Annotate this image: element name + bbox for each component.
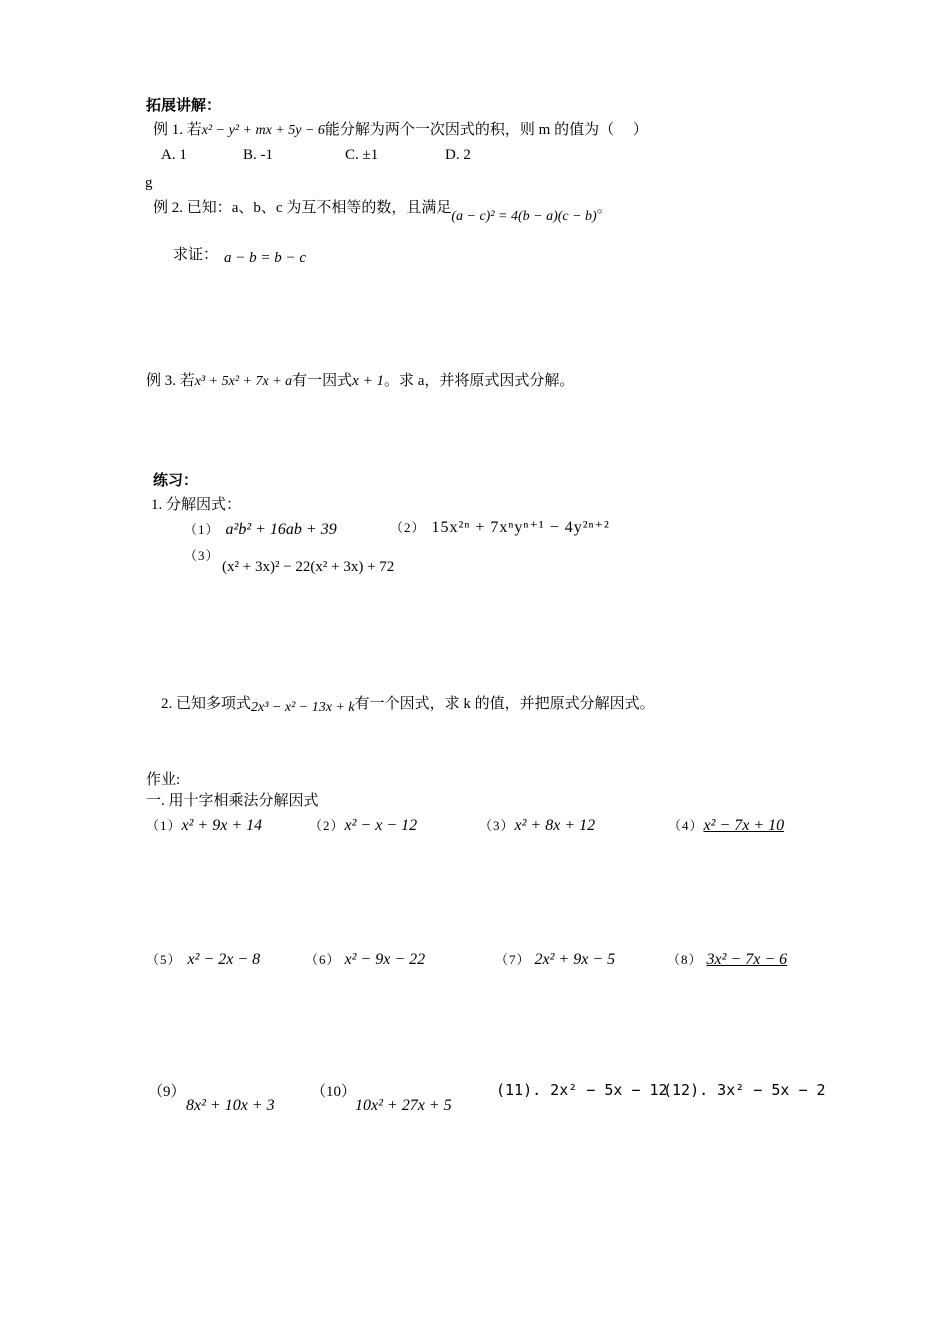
practice-q1-item-3-expression: (x² + 3x)² − 22(x² + 3x) + 72: [222, 559, 395, 575]
item-label: （7）: [495, 952, 531, 967]
practice-q2-prefix: 2. 已知多项式: [161, 696, 252, 712]
prove-expression: a − b = b − c: [224, 250, 307, 266]
homework-item-4: [668, 816, 784, 836]
homework-item-11: [496, 1080, 668, 1100]
item-label: (12): [663, 1081, 700, 1099]
example-1-option-d: D. 2: [445, 147, 471, 163]
item-label: (11): [496, 1081, 533, 1099]
practice-q1-title: 1. 分解因式：: [151, 497, 242, 513]
item-label: （6）: [305, 952, 341, 967]
homework-item-3: [479, 816, 595, 836]
example-3-factor: x + 1: [352, 373, 384, 389]
homework-item-12: [663, 1080, 826, 1100]
section-heading-practice: 练习：: [153, 473, 199, 489]
practice-q2: [161, 694, 655, 715]
item-expression: x² + 8x + 12: [514, 817, 596, 834]
example-2: [153, 198, 612, 224]
homework-item-10-expression: 10x² + 27x + 5: [355, 1097, 452, 1114]
item-expression: . 2x² − 5x − 12: [532, 1081, 668, 1099]
item-label: （8）: [667, 952, 703, 967]
homework-item-6: [305, 950, 425, 970]
example-1: [153, 120, 648, 141]
stray-character: g: [145, 175, 153, 191]
item-expression: x² − 2x − 8: [187, 951, 261, 968]
example-1-expression: x² − y² + mx + 5y − 6: [201, 123, 325, 138]
item-expression: x² − 7x + 10: [703, 817, 785, 834]
homework-item-9-label: （9）: [148, 1084, 186, 1100]
practice-q1-item-3: [184, 546, 220, 566]
item-expression: x² − 9x − 22: [344, 951, 426, 968]
section-heading-extension: 拓展讲解：: [146, 98, 222, 114]
section-heading-homework: 作业:: [146, 772, 181, 788]
example-1-suffix: 能分解为两个一次因式的积，则 m 的值为（ ）: [324, 122, 648, 138]
example-1-option-c: C. ±1: [345, 147, 379, 163]
example-2-prove: [173, 245, 306, 265]
item-expression: a²b² + 16ab + 39: [225, 521, 337, 538]
item-expression: x² − x − 12: [344, 817, 418, 834]
example-3-suffix: 。求 a，并将原式因式分解。: [383, 373, 575, 389]
homework-item-1: [146, 816, 262, 836]
practice-q2-suffix: 有一个因式，求 k 的值，并把原式分解因式。: [354, 696, 655, 712]
item-label: （5）: [146, 952, 182, 967]
practice-q1-item-1: [184, 520, 337, 540]
item-label: （3）: [184, 548, 220, 563]
example-2-prefix: 例 2. 已知：a、b、c 为互不相等的数，且满足: [153, 200, 452, 216]
homework-item-9-expression: 8x² + 10x + 3: [186, 1097, 275, 1114]
item-label: （2）: [309, 818, 345, 833]
example-3: [146, 371, 574, 392]
example-2-suffix: 。: [596, 200, 612, 216]
homework-item-8: [667, 950, 787, 970]
practice-q2-expression: 2x³ − x² − 13x + k: [251, 700, 355, 715]
practice-q1-item-2: [390, 518, 610, 538]
example-1-prefix: 例 1. 若: [153, 122, 202, 138]
item-label: （4）: [668, 818, 704, 833]
prove-label: 求证：: [173, 247, 219, 263]
homework-item-5: [146, 950, 260, 970]
item-expression: . 3x² − 5x − 2: [699, 1081, 826, 1099]
item-expression: 2x² + 9x − 5: [534, 951, 616, 968]
item-expression: x² + 9x + 14: [181, 817, 263, 834]
homework-item-7: [495, 950, 615, 970]
item-expression: 15x²ⁿ + 7xⁿyⁿ⁺¹ − 4y²ⁿ⁺²: [431, 519, 610, 536]
example-1-option-b: B. -1: [243, 147, 273, 163]
item-label: （1）: [146, 818, 182, 833]
homework-section-title: 一. 用十字相乘法分解因式: [146, 793, 319, 809]
example-1-option-a: A. 1: [161, 147, 187, 163]
homework-item-2: [309, 816, 417, 836]
example-2-expression: (a − c)² = 4(b − a)(c − b): [451, 209, 597, 224]
item-label: （2）: [390, 520, 426, 535]
homework-item-10-label: （10）: [311, 1084, 357, 1100]
item-expression: 3x² − 7x − 6: [706, 951, 788, 968]
item-label: （1）: [184, 522, 220, 537]
example-3-middle: 有一因式: [292, 373, 353, 389]
example-3-expression: x³ + 5x² + 7x + a: [194, 374, 293, 389]
example-3-prefix: 例 3. 若: [146, 373, 195, 389]
item-label: （3）: [479, 818, 515, 833]
